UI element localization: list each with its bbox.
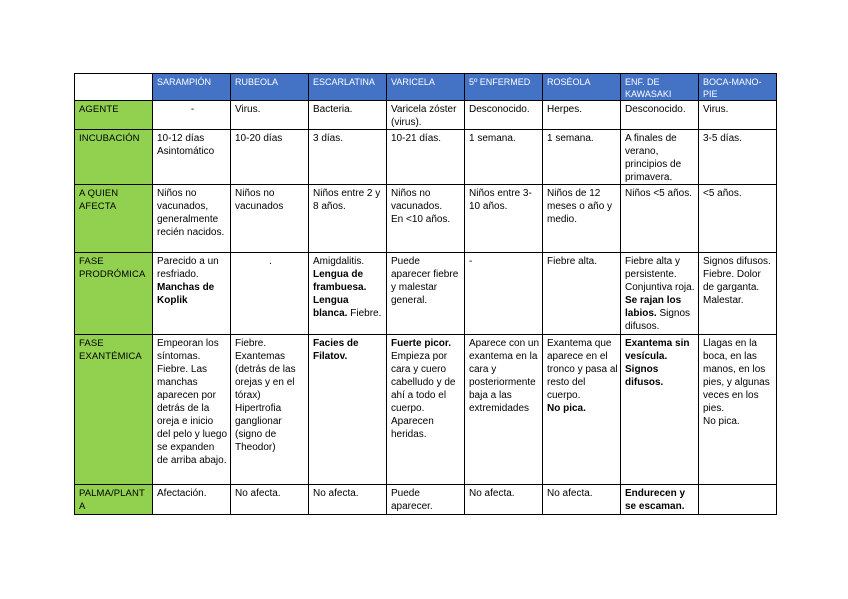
cell-text: Desconocido.	[469, 104, 530, 115]
cell-fase-prodromica-varicela	[387, 253, 465, 335]
cell-a-quien-afecta-boca-mano-pie	[699, 185, 777, 253]
row-palma-planta	[75, 485, 777, 515]
cell-palma-planta-quinta-enfermedad	[465, 485, 543, 515]
cell-incubacion-varicela	[387, 130, 465, 185]
cell-palma-planta-escarlatina	[309, 485, 387, 515]
cell-text: Exantema que aparece en el tronco y pasa al resto del cuerpo.	[547, 338, 618, 401]
cell-text: A finales de verano, principios de primavera.	[625, 133, 682, 183]
cell-text: Fiebre alta y persistente. Conjuntiva roja.	[625, 256, 695, 293]
cell-text-bold: Se rajan los labios.	[625, 295, 682, 319]
cell-text-bold: Lengua de frambuesa. Lengua blanca.	[313, 269, 367, 319]
row-incubacion	[75, 130, 777, 185]
cell-fase-exantemica-kawasaki	[621, 335, 699, 485]
cell-text-bold: Endurecen y se escaman.	[625, 488, 686, 512]
cell-text: Varicela zóster (virus).	[391, 104, 457, 128]
cell-incubacion-roseola	[543, 130, 621, 185]
cell-agente-sarampion	[153, 101, 231, 130]
cell-fase-exantemica-escarlatina	[309, 335, 387, 485]
cell-text: Virus.	[235, 104, 261, 115]
column-header-kawasaki: ENF. DE KAWASAKI	[621, 74, 699, 101]
cell-text: Signos difusos.	[625, 308, 691, 332]
cell-text: No pica.	[703, 416, 740, 427]
cell-text: Puede aparecer fiebre y malestar general.	[391, 256, 459, 306]
cell-incubacion-boca-mano-pie	[699, 130, 777, 185]
cell-a-quien-afecta-escarlatina	[309, 185, 387, 253]
row-fase-prodromica	[75, 253, 777, 335]
cell-text: Niños no vacunados	[235, 188, 284, 212]
cell-incubacion-escarlatina	[309, 130, 387, 185]
column-header-sarampion: SARAMPIÓN	[153, 74, 231, 101]
cell-agente-kawasaki	[621, 101, 699, 130]
cell-fase-exantemica-quinta-enfermedad	[465, 335, 543, 485]
cell-fase-prodromica-rubeola	[231, 253, 309, 335]
cell-text: Niños entre 3-10 años.	[469, 188, 532, 212]
cell-text: 10-20 días	[235, 133, 283, 144]
cell-text: En <10 años.	[391, 214, 451, 225]
column-header-roseola: ROSÉOLA	[543, 74, 621, 101]
cell-text: Asintomático	[157, 146, 215, 157]
cell-text: -	[469, 256, 473, 267]
cell-text: 10-12 días	[157, 133, 205, 144]
cell-text: Niños de 12 meses o año y medio.	[547, 188, 613, 225]
cell-fase-prodromica-quinta-enfermedad	[465, 253, 543, 335]
cell-text-bold: Facies de Filatov.	[313, 338, 359, 362]
cell-text: Empieza por cara y cuero cabelludo y de ahí a todo el cuerpo. Aparecen heridas.	[391, 351, 456, 440]
cell-text: Niños <5 años.	[625, 188, 692, 199]
cell-text: <5 años.	[703, 188, 742, 199]
cell-fase-prodromica-escarlatina	[309, 253, 387, 335]
cell-fase-exantemica-boca-mano-pie	[699, 335, 777, 485]
cell-a-quien-afecta-kawasaki	[621, 185, 699, 253]
cell-text: No afecta.	[547, 488, 593, 499]
cell-a-quien-afecta-sarampion	[153, 185, 231, 253]
column-header-quinta-enfermedad: 5º ENFERMED	[465, 74, 543, 101]
cell-text: Niños entre 2 y 8 años.	[313, 188, 381, 212]
cell-incubacion-quinta-enfermedad	[465, 130, 543, 185]
cell-text: Fiebre alta.	[547, 256, 598, 267]
cell-text: Niños no vacunados.	[391, 188, 443, 212]
header-corner-cell	[75, 74, 153, 101]
cell-text: No afecta.	[469, 488, 515, 499]
cell-agente-boca-mano-pie	[699, 101, 777, 130]
cell-text: Fiebre. Exantemas (detrás de las orejas y en el tórax) Hipertrofia ganglionar (signo de Theodor)	[235, 338, 296, 453]
cell-text: Herpes.	[547, 104, 583, 115]
cell-text: Fiebre.	[350, 308, 382, 319]
cell-text: Desconocido.	[625, 104, 686, 115]
cell-palma-planta-sarampion	[153, 485, 231, 515]
cell-fase-exantemica-rubeola	[231, 335, 309, 485]
cell-incubacion-kawasaki	[621, 130, 699, 185]
cell-text-bold: Exantema sin vesícula. Signos difusos.	[625, 338, 690, 388]
cell-a-quien-afecta-varicela	[387, 185, 465, 253]
cell-palma-planta-kawasaki	[621, 485, 699, 515]
cell-text: Puede aparecer.	[391, 488, 433, 512]
cell-fase-prodromica-boca-mano-pie	[699, 253, 777, 335]
cell-fase-prodromica-kawasaki	[621, 253, 699, 335]
cell-fase-prodromica-sarampion	[153, 253, 231, 335]
cell-incubacion-rubeola	[231, 130, 309, 185]
cell-palma-planta-roseola	[543, 485, 621, 515]
cell-text-bold: Manchas de Koplik	[157, 282, 215, 306]
cell-text: .	[269, 256, 272, 267]
column-header-varicela: VARICELA	[387, 74, 465, 101]
cell-fase-exantemica-varicela	[387, 335, 465, 485]
cell-text: 3-5 días.	[703, 133, 742, 144]
cell-text: -	[190, 104, 195, 115]
cell-text: No afecta.	[313, 488, 359, 499]
cell-text: 1 semana.	[547, 133, 594, 144]
cell-palma-planta-varicela	[387, 485, 465, 515]
cell-incubacion-sarampion	[153, 130, 231, 185]
row-label-incubacion: INCUBACIÓN	[75, 130, 153, 185]
cell-text: No afecta.	[235, 488, 281, 499]
row-label-a-quien-afecta: A QUIEN AFECTA	[75, 185, 153, 253]
column-header-rubeola: RUBEOLA	[231, 74, 309, 101]
row-label-fase-exantemica: FASE EXANTÉMICA	[75, 335, 153, 485]
column-header-escarlatina: ESCARLATINA	[309, 74, 387, 101]
cell-agente-rubeola	[231, 101, 309, 130]
cell-text-bold: Fuerte picor.	[391, 338, 452, 349]
cell-a-quien-afecta-roseola	[543, 185, 621, 253]
cell-text-bold: No pica.	[547, 403, 586, 414]
cell-text: Parecido a un resfriado.	[157, 256, 219, 280]
cell-text: Signos difusos. Fiebre. Dolor de garganta. Malestar.	[703, 256, 771, 306]
cell-agente-escarlatina	[309, 101, 387, 130]
row-a-quien-afecta	[75, 185, 777, 253]
cell-palma-planta-rubeola	[231, 485, 309, 515]
cell-text: 3 días.	[313, 133, 344, 144]
cell-text: Niños no vacunados, generalmente recién nacidos.	[157, 188, 225, 238]
cell-text: 10-21 días.	[391, 133, 442, 144]
cell-agente-varicela	[387, 101, 465, 130]
row-fase-exantemica	[75, 335, 777, 485]
cell-fase-exantemica-roseola	[543, 335, 621, 485]
cell-text: Bacteria.	[313, 104, 353, 115]
row-label-agente: AGENTE	[75, 101, 153, 130]
cell-text: 1 semana.	[469, 133, 516, 144]
cell-text: Aparece con un exantema en la cara y posteriormente baja a las extremidades	[469, 338, 540, 414]
cell-a-quien-afecta-quinta-enfermedad	[465, 185, 543, 253]
cell-text: Amigdalitis.	[313, 256, 365, 267]
row-label-palma-planta: PALMA/PLANTA	[75, 485, 153, 515]
cell-text: Llagas en la boca, en las manos, en los pies, y algunas veces en los pies.	[703, 338, 770, 414]
cell-agente-roseola	[543, 101, 621, 130]
column-header-boca-mano-pie: BOCA-MANO-PIE	[699, 74, 777, 101]
cell-fase-prodromica-roseola	[543, 253, 621, 335]
header-row	[75, 74, 777, 101]
diseases-comparison-table	[74, 73, 777, 515]
row-agente	[75, 101, 777, 130]
cell-a-quien-afecta-rubeola	[231, 185, 309, 253]
cell-fase-exantemica-sarampion	[153, 335, 231, 485]
cell-text: Afectación.	[157, 488, 207, 499]
cell-agente-quinta-enfermedad	[465, 101, 543, 130]
cell-palma-planta-boca-mano-pie	[699, 485, 777, 515]
row-label-fase-prodromica: FASE PRODRÓMICA	[75, 253, 153, 335]
cell-text: Virus.	[703, 104, 729, 115]
cell-text: Empeoran los síntomas. Fiebre. Las manchas aparecen por detrás de la oreja e inicio del pelo y luego se expanden de arriba abajo.	[157, 338, 228, 466]
